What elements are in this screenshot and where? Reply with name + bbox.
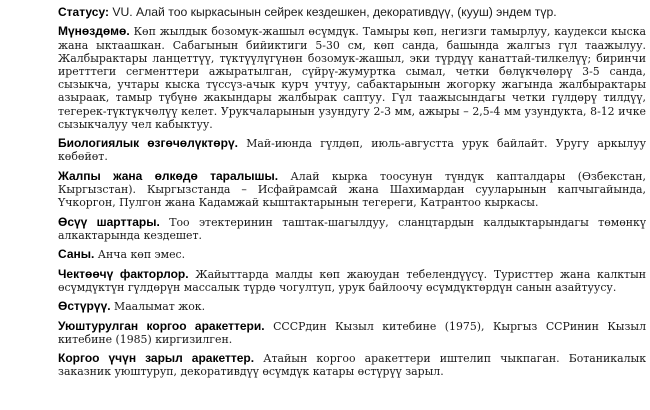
limiting-factors-paragraph [58,268,646,294]
growth-conditions-text: Тоо этектеринин таштак-шагылдуу, сланцтардын калдыктарындагы төмөнкү алкактарында кездешет. [58,215,646,242]
cultivation-paragraph [58,300,646,313]
biology-paragraph [58,137,646,163]
biology-heading: Биологиялык өзгөчөлүктөрү. [58,136,238,151]
status-text: VU. Алай тоо кыркасынын сейрек кездешкен, декоративдүү, (кууш) эндем түр. [108,5,557,19]
population-paragraph [58,248,646,261]
needed-measures-heading: Коргоо үчүн зарыл аракеттер. [58,351,255,366]
distribution-heading: Жалпы жана өлкөдө таралышы. [58,168,279,183]
document-page [58,6,646,385]
growth-conditions-paragraph [58,216,646,242]
biology-text: Май-июнда гүлдөп, июль-августта урук байлайт. Уругу аркылуу көбөйөт. [58,137,647,164]
limiting-factors-text: Жайыттарда малды көп жаюудан тебелендүүсү. Туристтер жана калктын өсүмдүктүн гүлдөрүн массалык түрдө чогултуп, урук байлоочу өсүмдүктөрдүн санын азайтуусу. [58,267,647,294]
status-paragraph [58,6,646,19]
cultivation-heading: Өстүрүү. [58,299,111,314]
distribution-paragraph [58,170,646,210]
cultivation-text: Маалымат жок. [110,300,206,314]
population-heading: Саны. [58,247,95,262]
population-text: Анча көп эмес. [94,248,186,262]
protection-measures-text: СССРдин Кызыл китебине (1975), Кыргыз ССРинин Кызыл китебине (1985) киргизилген. [58,319,646,346]
needed-measures-text: Атайын коргоо аракеттери иштелип чыкпаган. Ботаникалык заказник уюштуруп, декоративдүү өсүмдүк катары өстүрүү зарыл. [58,352,646,379]
description-text: Көп жылдык бозомук-жашыл өсүмдүк. Тамыры көп, негизги тамырлуу, каудекси кыска жана ыктаашкан. Сабагынын бийиктиги 5-30 см, көп санда, башында жалгыз гүл таажылуу. Жалбырактары ланцеттүү, түктүүлүгүнөн бозомук-жашыл, эки түрдүү канаттай-тилкелүү; биринчи иретттеги сегменттери ажыратылган, сүйрү-жумуртка сымал, четки бөлүкчөлөрү 3-5 санда, сызыкча, учтары кыска түссүз-ачык курч учтуу, сабактарынын жогорку жагында жалбырактары азыраак, тамыр түбүнө жакындары жалбырак саптуу. Гүл таажысындагы четки гүлдөрү тилдүү, тегерек-түктүкчөлүү келет. Урукчаларынын узундугу 2-3 мм, ажыры – 2,5-4 мм узундукта, 8-12 ичке сызыкчалуу чел кабыктуу. [58,25,646,131]
description-heading: Мүнөздөмө. [58,24,130,39]
needed-measures-paragraph [58,352,646,378]
protection-measures-paragraph [58,320,646,346]
protection-measures-heading: Уюштурулган коргоо аракеттери. [58,318,265,333]
description-paragraph [58,25,646,131]
status-heading: Статусу: [58,5,109,19]
limiting-factors-heading: Чектөөчү факторлор. [58,266,189,281]
distribution-text: Алай кырка тоосунун түндүк капталдары (Өзбекстан, Кыргызстан). Кыргызстанда – Исфайрамсай жана Шахимардан сууларынын капчыгайында, Үчкоргон, Пулгон жана Кадамжай кыштактарынын тегереги, Катрантоо кыркасы. [58,169,646,210]
growth-conditions-heading: Өсүү шарттары. [58,214,160,229]
